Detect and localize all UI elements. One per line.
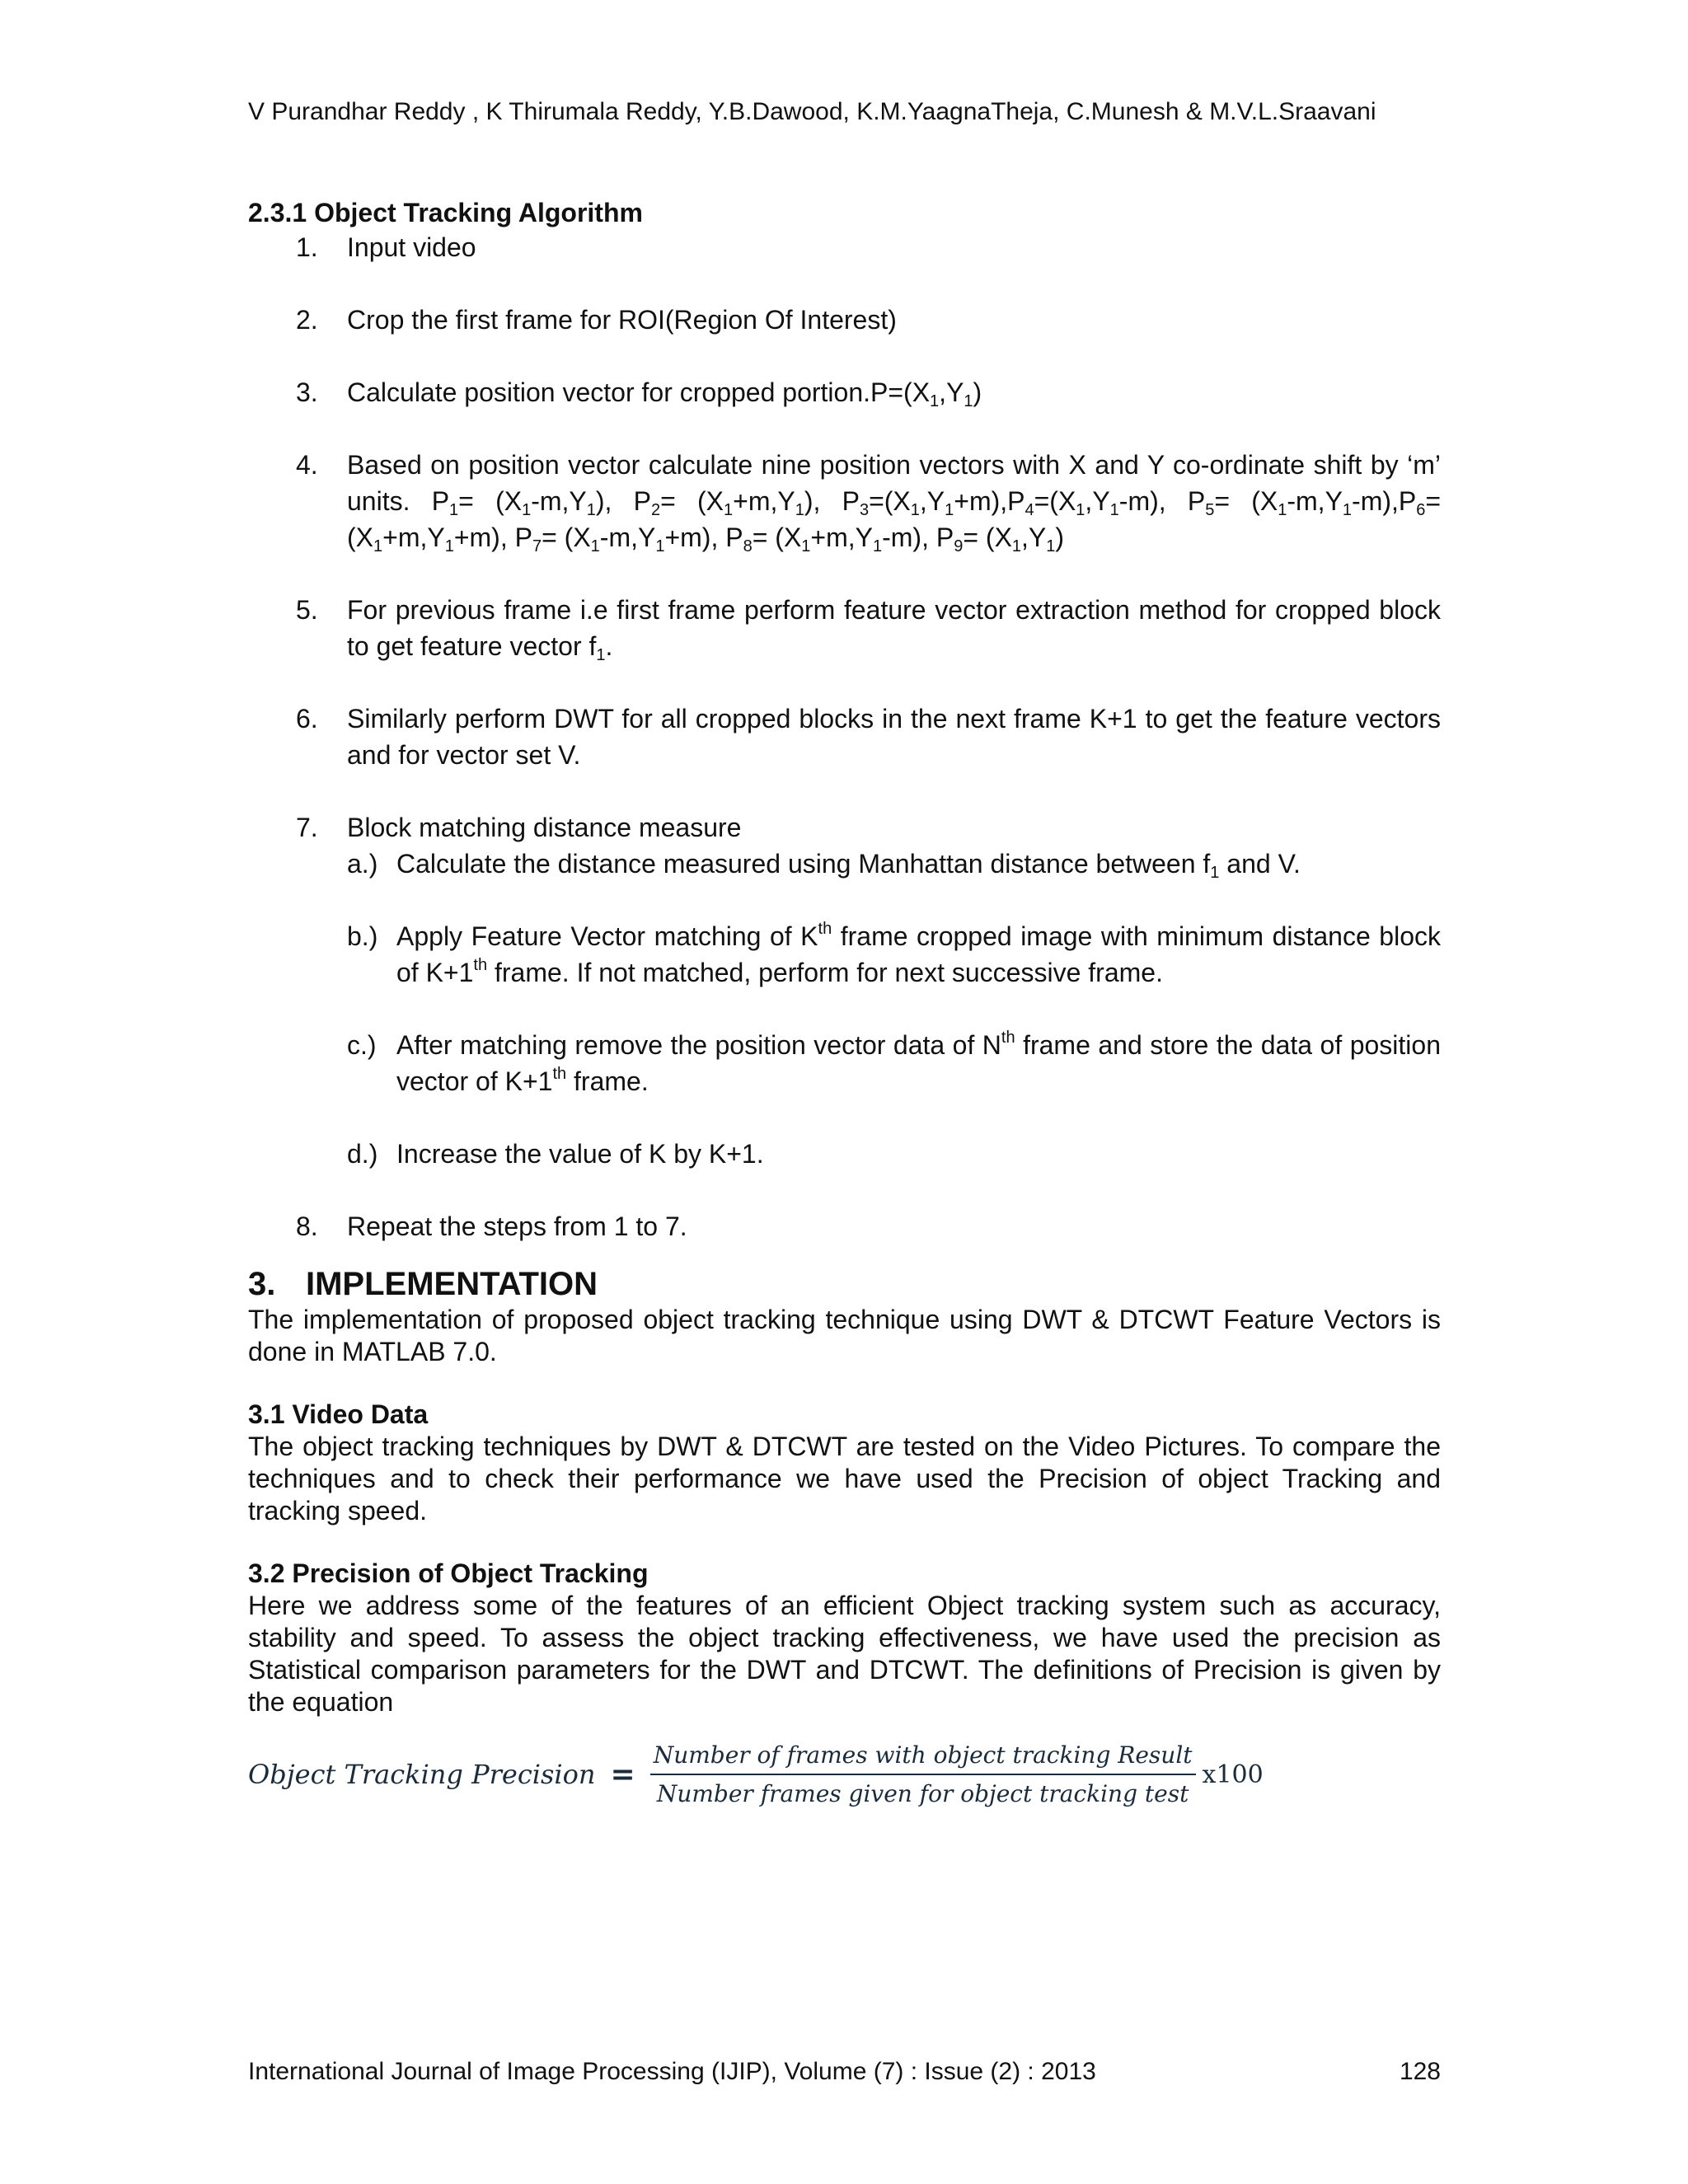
step-text: Based on position vector calculate nine position vectors with X and Y co-ordinate shift by ‘m’ units. $P_1= (X_1-m,Y_1)$, $P_2= (X_1+m,Y_1)$, $P_3=(X_1,Y_1+m),P_4=(X_1,Y_1-m)$, $P_5= (X_1-m,Y_1-m),P_6= (X_1+m,Y_1+m)$, $P_7= (X_1-m,Y_1+m)$, $P_8= (X_1+m,Y_1-m)$, $P_9= (X_1,Y_1)$ <box>347 450 1442 555</box>
step-text: Crop the first frame for ROI(Region Of Interest) <box>347 305 897 335</box>
step-text: Repeat the steps from 1 to 7. <box>347 1212 687 1241</box>
step-number: 3. <box>296 377 318 407</box>
page-number: 128 <box>1399 2058 1441 2085</box>
step-text: For previous frame i.e first frame perform feature vector extraction method for cropped block to get feature vector $f_1$. <box>347 595 1441 664</box>
algorithm-step <box>248 592 1441 664</box>
video-data-paragraph: The object tracking techniques by DWT & DTCWT are tested on the Video Pictures. To compare the techniques and to check their performance we have used the Precision of object Tracking and tracking speed. <box>248 1432 1441 1526</box>
equation-numerator: Number of frames with object tracking Result <box>650 1741 1196 1775</box>
substep-label: b.) <box>347 921 378 951</box>
equation-equals: = <box>610 1757 635 1792</box>
algorithm-step <box>248 229 1441 265</box>
substep-label: d.) <box>347 1139 378 1169</box>
substep-label: a.) <box>347 849 378 879</box>
page-content <box>248 196 1441 1807</box>
equation-lhs: Object Tracking Precision <box>248 1759 596 1790</box>
equation-denominator: Number frames given for object tracking test <box>656 1780 1189 1807</box>
equation-multiplier: x100 <box>1202 1760 1264 1789</box>
substep-label: c.) <box>347 1030 377 1060</box>
algorithm-heading: 2.3.1 Object Tracking Algorithm <box>248 198 643 227</box>
spacer <box>248 1368 1441 1398</box>
algorithm-step <box>248 374 1441 410</box>
journal-citation: International Journal of Image Processing (IJIP), Volume (7) : Issue (2) : 2013 <box>248 2058 1096 2085</box>
page-footer <box>248 2055 1441 2088</box>
step-number: 8. <box>296 1212 318 1241</box>
section-number: 3. <box>248 1266 276 1302</box>
algorithm-step <box>248 302 1441 338</box>
algorithm-step <box>248 447 1441 555</box>
substep-text: Apply Feature Vector matching of $K^{th}$ frame cropped image with minimum distance block of K+1th frame. If not matched, perform for next successive frame. <box>396 920 1442 987</box>
substep-text: Calculate the distance measured using Manhattan distance between $f_1$ and V. <box>396 849 1301 882</box>
section-title <box>248 1264 1441 1304</box>
precision-equation <box>248 1741 1441 1807</box>
algorithm-steps <box>248 229 1441 1244</box>
running-header: V Purandhar Reddy , K Thirumala Reddy, Y.B.Dawood, K.M.YaagnaTheja, C.Munesh & M.V.L.Sraavani <box>248 98 1376 125</box>
algorithm-step <box>248 701 1441 773</box>
algorithm-substep <box>347 846 1441 882</box>
step-number: 4. <box>296 450 318 480</box>
step-number: 2. <box>296 305 318 335</box>
algorithm-substep <box>347 1027 1441 1099</box>
algorithm-substep <box>347 1136 1441 1172</box>
algorithm-step <box>248 809 1441 1172</box>
algorithm-substeps <box>347 846 1441 1172</box>
step-number: 5. <box>296 595 318 625</box>
algorithm-step <box>248 1208 1441 1244</box>
step-text: Block matching distance measure <box>347 813 742 842</box>
step-number: 1. <box>296 232 318 262</box>
spacer <box>248 1527 1441 1557</box>
step-number: 7. <box>296 813 318 842</box>
step-text: Similarly perform DWT for all cropped blocks in the next frame K+1 to get the feature vectors and for vector set V. <box>347 704 1441 770</box>
section-title-text: IMPLEMENTATION <box>306 1266 598 1302</box>
step-text: Input video <box>347 232 476 262</box>
equation-fraction <box>650 1741 1196 1807</box>
step-text: Calculate position vector for cropped $portion.P=(X_1,Y_1)$ <box>347 377 982 410</box>
step-number: 6. <box>296 704 318 733</box>
algorithm-substep <box>347 918 1441 991</box>
video-data-heading: 3.1 Video Data <box>248 1399 429 1429</box>
implementation-paragraph: The implementation of proposed object tracking technique using DWT & DTCWT Feature Vectors is done in MATLAB 7.0. <box>248 1305 1441 1366</box>
substep-text: Increase the value of K by K+1. <box>396 1139 764 1169</box>
substep-text: After matching remove the position vector data of $N^{th}$ frame and store the data of position vector of K+1th frame. <box>396 1029 1442 1096</box>
precision-paragraph: Here we address some of the features of an efficient Object tracking system such as accuracy, stability and speed. To assess the object tracking effectiveness, we have used the precision as Statistical comparison parameters for the DWT and DTCWT. The definitions of Precision is given by the equation <box>248 1591 1441 1717</box>
precision-heading: 3.2 Precision of Object Tracking <box>248 1558 649 1588</box>
